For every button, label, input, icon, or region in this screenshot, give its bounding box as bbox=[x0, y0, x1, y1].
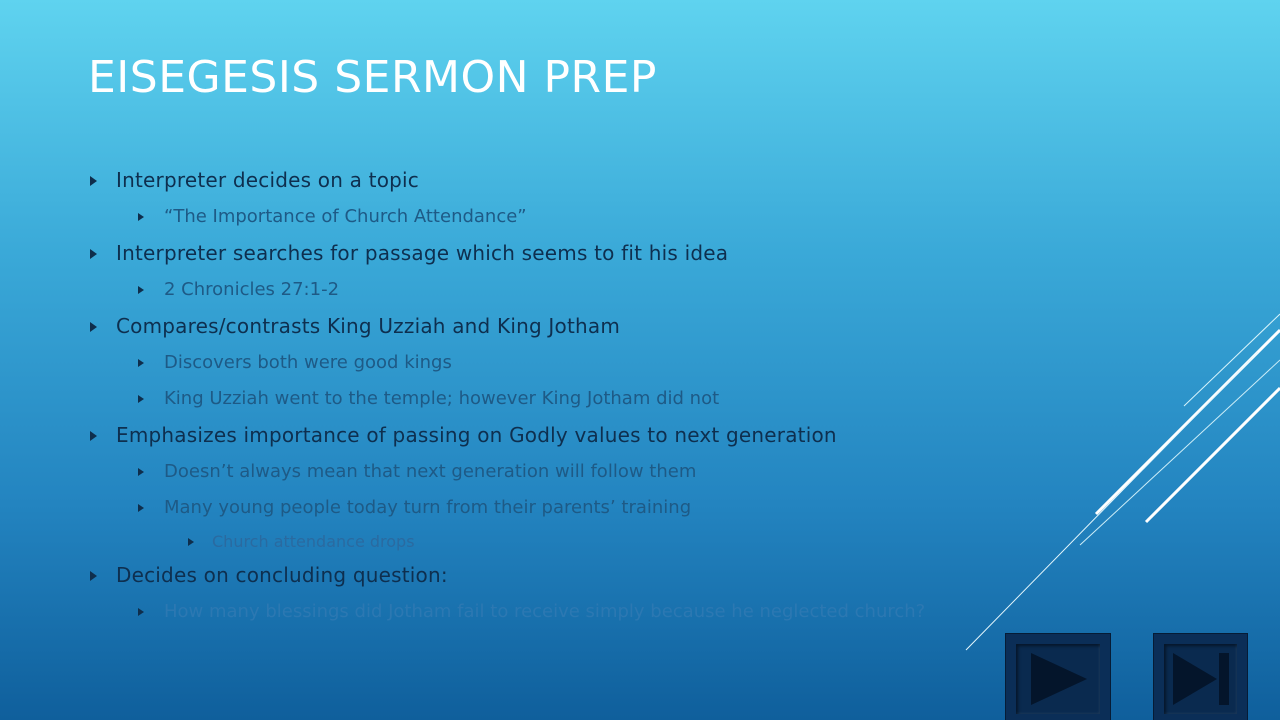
bullet-item bbox=[88, 162, 1128, 199]
sub-bullet-text: Doesn’t always mean that next generation will follow them bbox=[164, 461, 697, 482]
bullet-text: Interpreter decides on a topic bbox=[116, 168, 419, 192]
bullet-item bbox=[88, 557, 1128, 594]
bullet-arrow-icon bbox=[90, 249, 97, 259]
bullet-arrow-icon bbox=[138, 608, 144, 616]
bullet-text: Compares/contrasts King Uzziah and King Jotham bbox=[116, 314, 621, 338]
sub-bullet-text: King Uzziah went to the temple; however King Jotham did not bbox=[164, 388, 720, 409]
bullet-arrow-icon bbox=[138, 504, 144, 512]
bullet-arrow-icon bbox=[138, 395, 144, 403]
sub-bullet-item bbox=[88, 272, 1128, 308]
sub-bullet-item bbox=[88, 199, 1128, 235]
sub-bullet-item bbox=[88, 490, 1128, 526]
sub-bullet-text: Discovers both were good kings bbox=[164, 352, 452, 373]
play-next-icon bbox=[1027, 651, 1089, 707]
bullet-arrow-icon bbox=[90, 431, 97, 441]
sub-bullet-item bbox=[88, 345, 1128, 381]
bullet-arrow-icon bbox=[188, 538, 194, 546]
sub-bullet-text: “The Importance of Church Attendance” bbox=[164, 206, 527, 227]
bullet-arrow-icon bbox=[138, 213, 144, 221]
sub-sub-bullet-item bbox=[88, 526, 1128, 557]
bullet-arrow-icon bbox=[138, 359, 144, 367]
skip-to-end-icon bbox=[1169, 651, 1233, 707]
sub-bullet-text: 2 Chronicles 27:1-2 bbox=[164, 279, 340, 300]
bullet-arrow-icon bbox=[138, 468, 144, 476]
sub-bullet-item bbox=[88, 594, 1128, 630]
next-slide-button[interactable] bbox=[1005, 633, 1111, 720]
bullet-item bbox=[88, 235, 1128, 272]
bullet-arrow-icon bbox=[90, 571, 97, 581]
bullet-arrow-icon bbox=[90, 176, 97, 186]
last-slide-button[interactable] bbox=[1153, 633, 1248, 720]
bullet-text: Interpreter searches for passage which seems to fit his idea bbox=[116, 241, 729, 265]
bullet-item bbox=[88, 417, 1128, 454]
sub-bullet-item bbox=[88, 454, 1128, 490]
sub-bullet-text: Many young people today turn from their parents’ training bbox=[164, 497, 692, 518]
bullet-item bbox=[88, 308, 1128, 345]
sub-bullet-item bbox=[88, 381, 1128, 417]
slide-title: EISEGESIS SERMON PREP bbox=[88, 52, 657, 103]
sub-sub-bullet-text: Church attendance drops bbox=[212, 532, 415, 551]
bullet-text: Decides on concluding question: bbox=[116, 563, 448, 587]
bullet-arrow-icon bbox=[138, 286, 144, 294]
sub-bullet-text: How many blessings did Jotham fail to receive simply because he neglected church? bbox=[164, 601, 926, 622]
bullet-arrow-icon bbox=[90, 322, 97, 332]
bullet-text: Emphasizes importance of passing on Godly values to next generation bbox=[116, 423, 837, 447]
bullet-list bbox=[88, 162, 1128, 630]
